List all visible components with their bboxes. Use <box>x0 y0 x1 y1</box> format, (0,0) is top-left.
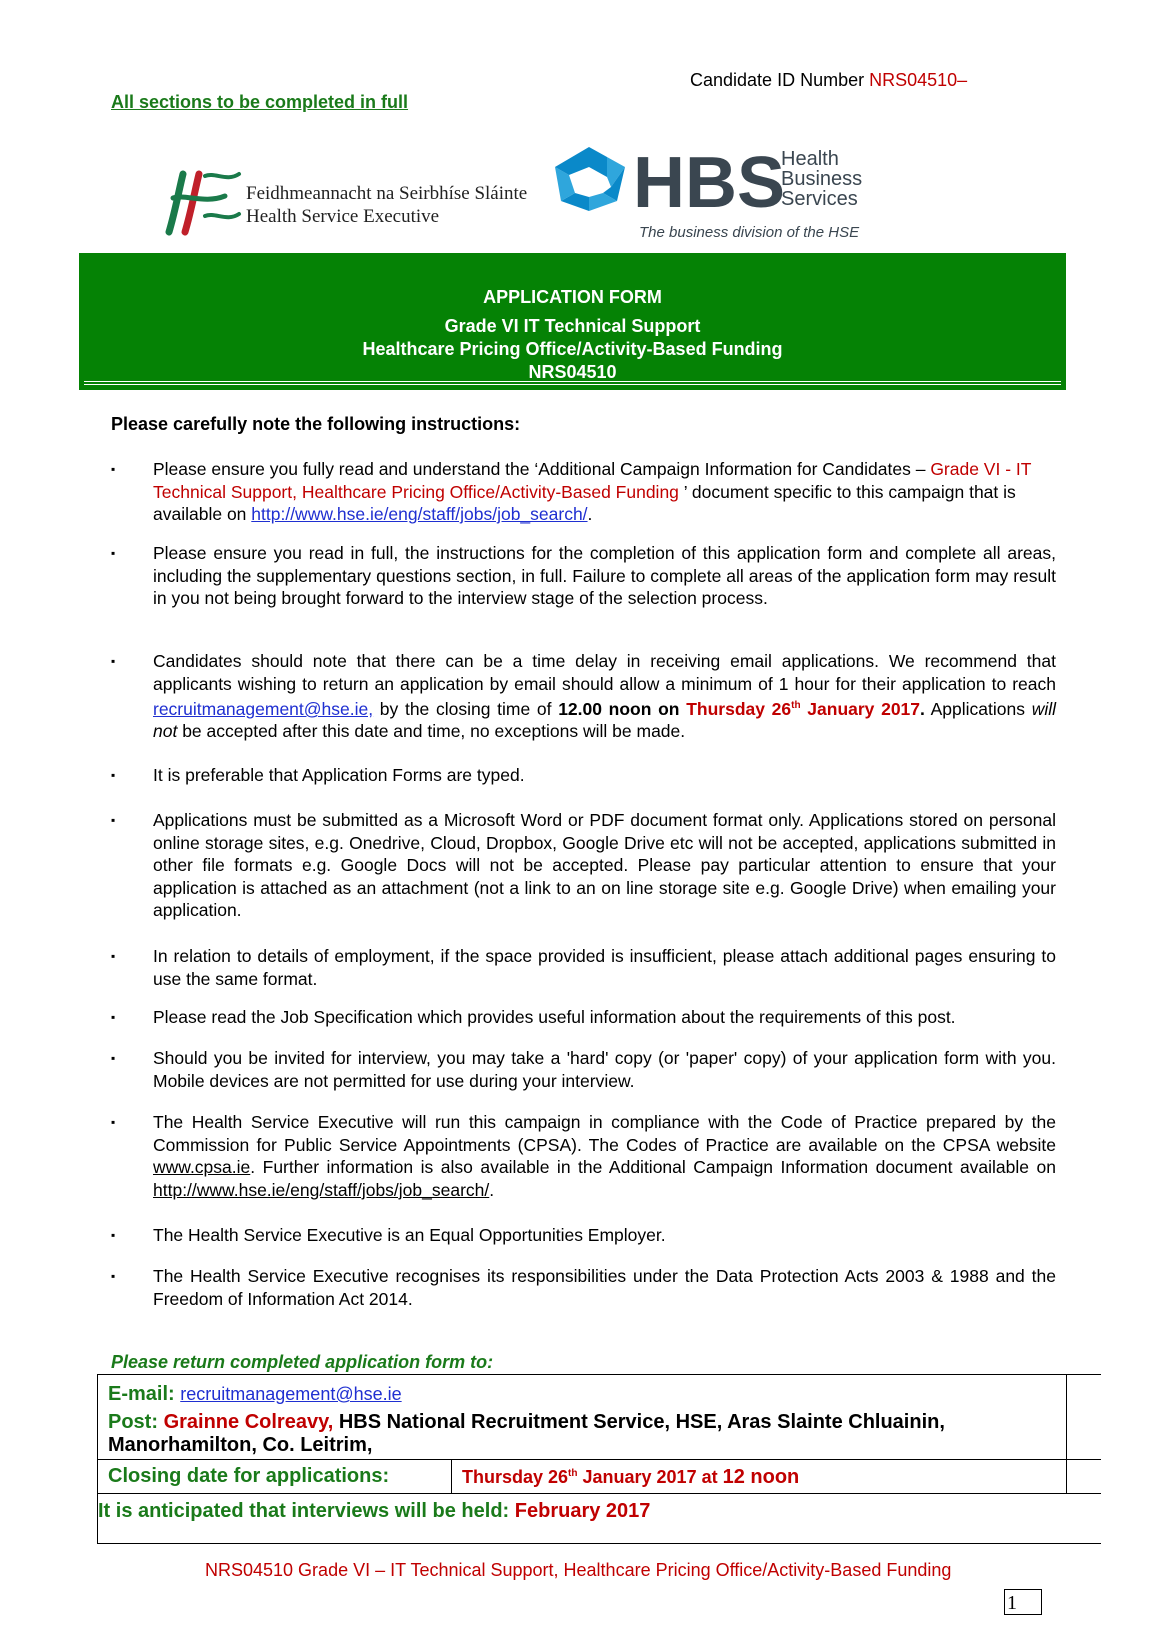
hse-logo-line1: Feidhmeannacht na Seirbhíse Sláinte <box>246 183 528 204</box>
hse-logo-line2: Health Service Executive <box>246 206 440 227</box>
hse-emblem-icon <box>165 168 245 238</box>
hbs-line1: Health <box>781 148 839 170</box>
bullet-icon: ▪ <box>111 462 116 476</box>
return-box <box>97 1374 1101 1544</box>
table-divider <box>451 1459 452 1493</box>
bullet-icon: ▪ <box>111 1010 116 1024</box>
banner-ref: NRS04510 <box>528 362 617 382</box>
cpsa-link[interactable]: www.cpsa.ie <box>153 1157 251 1177</box>
table-divider <box>1066 1375 1067 1493</box>
instruction-item: ▪ It is preferable that Application Forms are typed. <box>111 765 525 785</box>
bullet-icon: ▪ <box>111 1228 116 1242</box>
bullet-icon: ▪ <box>111 1115 116 1129</box>
complete-note: All sections to be completed in full <box>111 92 409 112</box>
candidate-id <box>690 70 967 91</box>
instruction-item: ▪ Applications must be submitted as a Microsoft Word or PDF document format only. Applications stored on personal online storage sites, e.g. Onedrive, Cloud, Dropbox, Google Drive etc will not be accepted, applications submitted in other file formats e.g. Google Docs will not be accepted. Please pay particular attention to ensure that your application is attached as an attachment (not a link to an on line storage site e.g. Google Drive) when emailing your application. <box>111 810 1056 920</box>
interview-label: It is anticipated that interviews will be held: <box>98 1500 510 1522</box>
hse-logo-text <box>246 182 527 228</box>
post-label: Post: <box>108 1411 158 1433</box>
banner-title: APPLICATION FORM <box>483 287 662 307</box>
candidate-id-value: NRS04510– <box>869 70 968 90</box>
bullet-icon: ▪ <box>111 949 116 963</box>
interview-row <box>98 1500 650 1523</box>
hbs-acronym: HBS <box>633 143 786 223</box>
instruction-item: ▪ Please read the Job Specification which provides useful information about the requirements of this post. <box>111 1007 956 1027</box>
candidate-id-label: Candidate ID Number <box>690 70 865 90</box>
hbs-tagline: The business division of the HSE <box>639 224 860 241</box>
banner-office: Healthcare Pricing Office/Activity-Based Funding <box>362 339 783 359</box>
banner-rule <box>84 384 1061 385</box>
title-banner <box>79 253 1066 390</box>
banner-grade: Grade VI IT Technical Support <box>444 316 701 336</box>
page-number: 1 <box>1004 1589 1042 1615</box>
bullet-icon: ▪ <box>111 768 116 782</box>
recruit-email-link[interactable]: recruitmanagement@hse.ie, <box>153 698 374 719</box>
return-label: Please return completed application form to: <box>111 1352 494 1372</box>
instruction-item: ▪ Should you be invited for interview, you may take a 'hard' copy (or 'paper' copy) of your application form with you. Mobile devices are not permitted for use during your interview. <box>111 1048 1056 1091</box>
table-divider <box>98 1459 1101 1460</box>
bullet-icon: ▪ <box>111 546 116 560</box>
hbs-star-icon <box>555 147 625 211</box>
hse-jobs-link-2[interactable]: http://www.hse.ie/eng/staff/jobs/job_search/ <box>153 1179 490 1200</box>
instruction-item: ▪ Please ensure you fully read and understand the ‘Additional Campaign Information for Candidates – Grade VI - IT Technical Support, Healthcare Pricing Office/Activity-Based Funding ’ document specific to this campaign that is available on http://www.hse.ie/eng/staff/jobs/job_search/. <box>111 459 1032 524</box>
bullet-icon: ▪ <box>111 1051 116 1065</box>
return-email-link[interactable]: recruitmanagement@hse.ie <box>180 1384 402 1404</box>
hbs-logo <box>555 143 885 253</box>
post-row: Post: Grainne Colreavy, HBS National Recruitment Service, HSE, Aras Slainte Chluainin, Manorhamilton, Co. Leitrim, <box>108 1411 945 1456</box>
closing-label: Closing date for applications: <box>108 1465 390 1487</box>
banner-rule <box>84 381 1061 382</box>
post-name: Grainne Colreavy, <box>163 1411 334 1433</box>
instruction-item: ▪ Please ensure you read in full, the instructions for the completion of this application form and complete all areas, including the supplementary questions section, in full. Failure to complete all areas of the application form may result in you not being brought forward to the interview stage of the selection process. <box>111 543 1056 608</box>
hse-jobs-link[interactable]: http://www.hse.ie/eng/staff/jobs/job_search/ <box>251 504 588 524</box>
interview-date: February 2017 <box>514 1500 651 1522</box>
instruction-item: ▪ In relation to details of employment, if the space provided is insufficient, please attach additional pages ensuring to use the same format. <box>111 946 1056 989</box>
page-footer: NRS04510 Grade VI – IT Technical Support, Healthcare Pricing Office/Activity-Based Funding <box>205 1560 952 1580</box>
hbs-line2: Business <box>781 168 863 190</box>
hbs-line3: Services <box>781 188 858 210</box>
email-label: E-mail: <box>108 1383 175 1405</box>
closing-date: Thursday 26th January 2017 at 12 noon <box>462 1466 800 1488</box>
instruction-item: ▪ The Health Service Executive will run this campaign in compliance with the Code of Practice prepared by the Commission for Public Service Appointments (CPSA). The Codes of Practice are available on the CPSA website www.cpsa.ie. Further information is also available in the Additional Campaign Information document available on http://www.hse.ie/eng/staff/jobs/job_search/. <box>111 1112 1056 1200</box>
email-row <box>108 1383 402 1406</box>
bullet-icon: ▪ <box>111 654 116 668</box>
bullet-icon: ▪ <box>111 813 116 827</box>
instruction-item: ▪ The Health Service Executive recognises its responsibilities under the Data Protection Acts 2003 & 1988 and the Freedom of Information Act 2014. <box>111 1266 1056 1309</box>
instruction-item: ▪ Candidates should note that there can be a time delay in receiving email applications. We recommend that applicants wishing to return an application by email should allow a minimum of 1 hour for their application to reach recruitmanagement@hse.ie, by the closing time of 12.00 noon on Thursday 26th January 2017. Applications will not be accepted after this date and time, no exceptions will be made. <box>111 651 1056 742</box>
hbs-logo-graphic <box>555 143 885 253</box>
bullet-icon: ▪ <box>111 1269 116 1283</box>
instruction-item: ▪ The Health Service Executive is an Equal Opportunities Employer. <box>111 1225 666 1245</box>
campaign-name: Grade VI - IT Technical Support, Healthcare Pricing Office/Activity-Based Funding <box>153 459 1032 502</box>
table-divider <box>98 1493 1101 1494</box>
instructions-title: Please carefully note the following instructions: <box>111 414 521 434</box>
